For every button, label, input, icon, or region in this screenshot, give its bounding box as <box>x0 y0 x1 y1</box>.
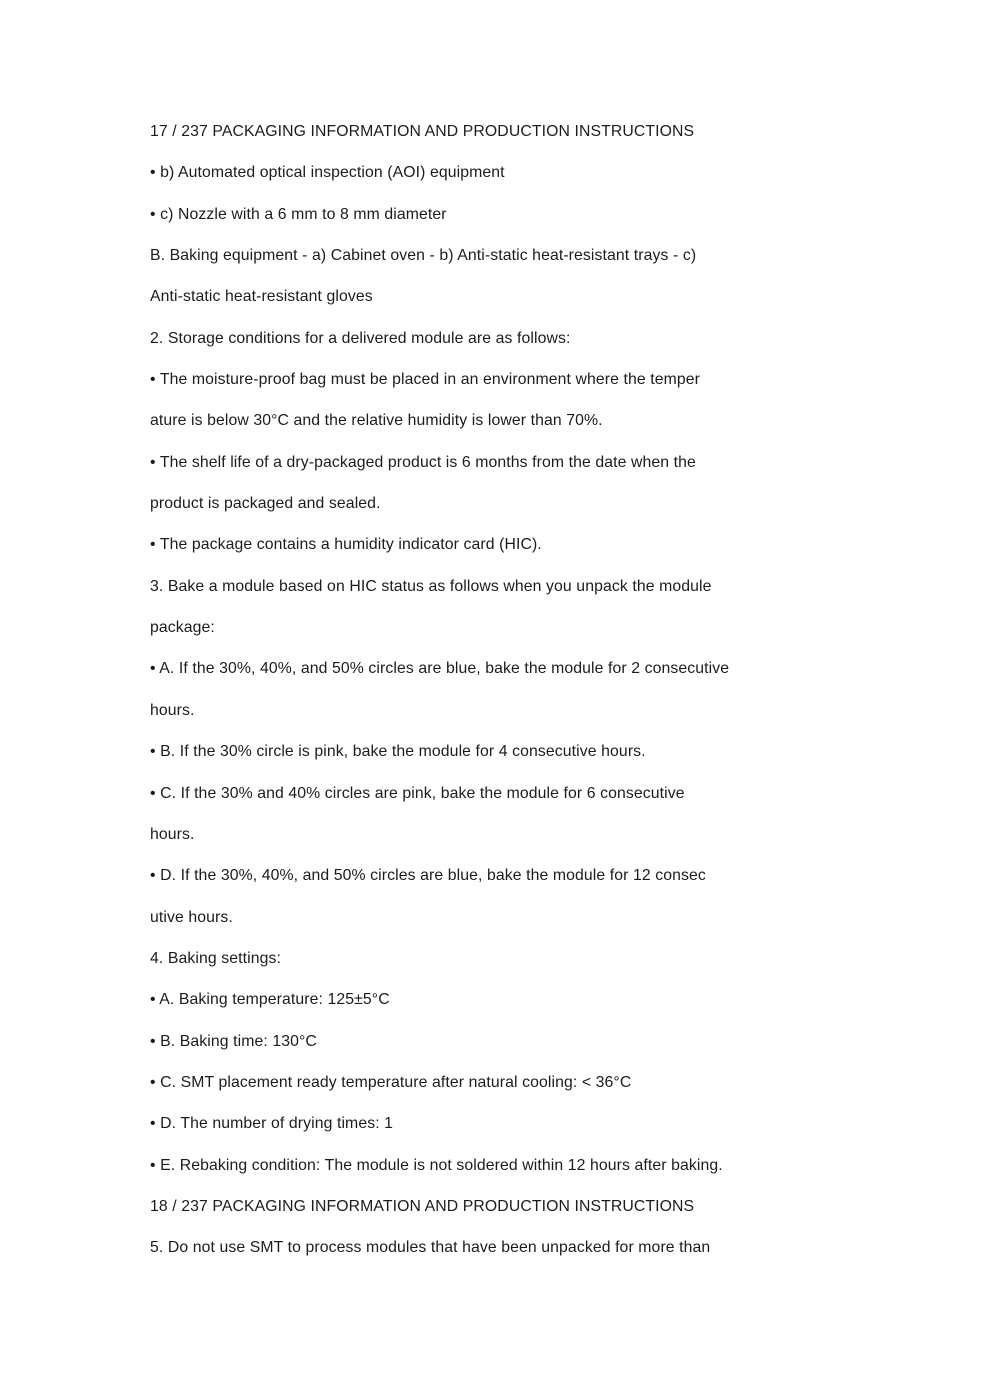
text-line-hours-d: utive hours. <box>150 908 233 926</box>
section-3-bake-module: 3. Bake a module based on HIC status as follows when you unpack the module <box>150 577 712 595</box>
bullet-item-rebaking-condition: • E. Rebaking condition: The module is not soldered within 12 hours after baking. <box>150 1156 723 1174</box>
bullet-item-aoi-equipment: • b) Automated optical inspection (AOI) equipment <box>150 164 505 182</box>
document-text-block <box>150 111 770 1269</box>
text-line-baking-equipment: B. Baking equipment - a) Cabinet oven - b) Anti-static heat-resistant trays - c) <box>150 247 697 265</box>
bullet-item-shelf-life: • The shelf life of a dry-packaged product is 6 months from the date when the <box>150 453 696 471</box>
bullet-item-moisture-bag: • The moisture-proof bag must be placed in an environment where the temper <box>150 371 701 389</box>
bullet-item-smt-ready-temperature: • C. SMT placement ready temperature after natural cooling: < 36°C <box>150 1073 632 1091</box>
text-line-package: package: <box>150 619 215 637</box>
text-line-hours-a: hours. <box>150 701 195 719</box>
bullet-item-hic-card: • The package contains a humidity indicator card (HIC). <box>150 536 542 554</box>
bullet-item-drying-times: • D. The number of drying times: 1 <box>150 1115 394 1133</box>
section-5-do-not-use-smt: 5. Do not use SMT to process modules that have been unpacked for more than <box>150 1239 711 1257</box>
text-line-hours-c: hours. <box>150 825 195 843</box>
bullet-item-baking-time: • B. Baking time: 130°C <box>150 1032 317 1050</box>
bullet-item-baking-temperature: • A. Baking temperature: 125±5°C <box>150 991 390 1009</box>
text-line-packaged-sealed: product is packaged and sealed. <box>150 495 381 513</box>
text-line-gloves: Anti-static heat-resistant gloves <box>150 288 373 306</box>
page-17-header: 17 / 237 PACKAGING INFORMATION AND PRODUCTION INSTRUCTIONS <box>150 123 695 140</box>
bullet-item-bake-d: • D. If the 30%, 40%, and 50% circles are blue, bake the module for 12 consec <box>150 867 706 885</box>
page-18-header: 18 / 237 PACKAGING INFORMATION AND PRODUCTION INSTRUCTIONS <box>150 1197 695 1215</box>
section-4-baking-settings: 4. Baking settings: <box>150 949 281 967</box>
section-2-storage-conditions: 2. Storage conditions for a delivered module are as follows: <box>150 329 571 347</box>
bullet-item-bake-c: • C. If the 30% and 40% circles are pink, bake the module for 6 consecutive <box>150 784 685 802</box>
text-line-temperature-humidity: ature is below 30°C and the relative humidity is lower than 70%. <box>150 412 603 430</box>
bullet-item-bake-b: • B. If the 30% circle is pink, bake the module for 4 consecutive hours. <box>150 743 646 761</box>
bullet-item-bake-a: • A. If the 30%, 40%, and 50% circles are blue, bake the module for 2 consecutive <box>150 660 730 678</box>
bullet-item-nozzle: • c) Nozzle with a 6 mm to 8 mm diameter <box>150 205 447 223</box>
